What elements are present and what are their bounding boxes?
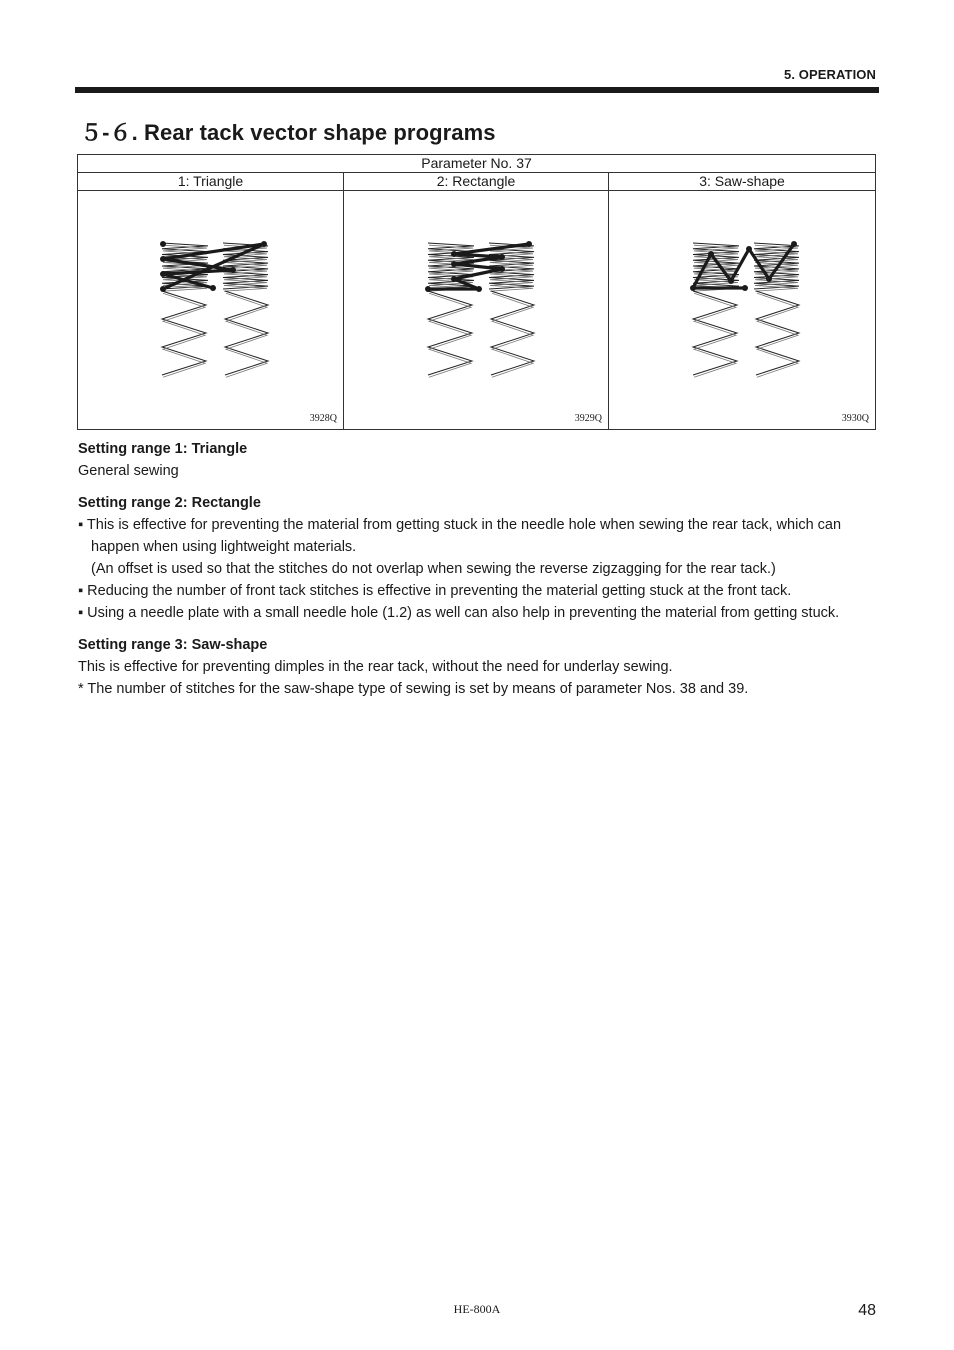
page-number: 48: [858, 1302, 876, 1319]
bullet-continuation: happen when using lightweight materials.: [91, 539, 357, 555]
section-saw: [78, 634, 882, 700]
rectangle-stitch-figure: [344, 191, 608, 429]
body-text: [78, 438, 882, 710]
bullet-note: (An offset is used so that the stitches do not overlap when sewing the reverse zigzagging for the rear tack.): [91, 561, 776, 577]
column-header-triangle: 1: Triangle: [78, 173, 344, 191]
section-triangle: [78, 438, 882, 482]
section-heading: Setting range 2: Rectangle: [78, 495, 261, 511]
section-heading: Setting range 1: Triangle: [78, 441, 248, 457]
page-title: ５-６. Rear tack vector shape programs: [80, 120, 496, 145]
parameter-header: Parameter No. 37: [78, 155, 876, 173]
figure-cell-rectangle: [344, 191, 609, 430]
header-rule: [75, 87, 879, 93]
bullet-item: ▪ Reducing the number of front tack stitches is effective in preventing the material getting stuck at the front tack.: [78, 583, 792, 599]
figure-code: 3930Q: [841, 413, 870, 424]
figure-code: 3929Q: [574, 413, 602, 424]
footer-model: HE-800A: [453, 1302, 501, 1316]
paragraph: This is effective for preventing dimples in the rear tack, without the need for underlay sewing.: [78, 659, 673, 675]
triangle-stitch-figure: [78, 191, 343, 429]
bullet-item: ▪ This is effective for preventing the material from getting stuck in the needle hole when sewing the rear tack, which can: [78, 517, 842, 533]
figure-cell-triangle: [78, 191, 344, 430]
paragraph: General sewing: [78, 463, 179, 479]
figure-code: 3928Q: [309, 413, 337, 424]
note: * The number of stitches for the saw-shape type of sewing is set by means of parameter Nos. 38 and 39.: [78, 681, 749, 697]
bullet-item: ▪ Using a needle plate with a small needle hole (1.2) as well can also help in preventing the material from getting stuck.: [78, 605, 840, 621]
saw-stitch-figure: [609, 191, 875, 429]
parameter-table: [77, 154, 876, 430]
column-header-rectangle: 2: Rectangle: [344, 173, 609, 191]
section-heading: Setting range 3: Saw-shape: [78, 637, 268, 653]
section-label: 5. OPERATION: [784, 67, 876, 82]
column-header-saw: 3: Saw-shape: [609, 173, 876, 191]
figure-cell-saw: [609, 191, 876, 430]
section-rectangle: [78, 492, 882, 624]
